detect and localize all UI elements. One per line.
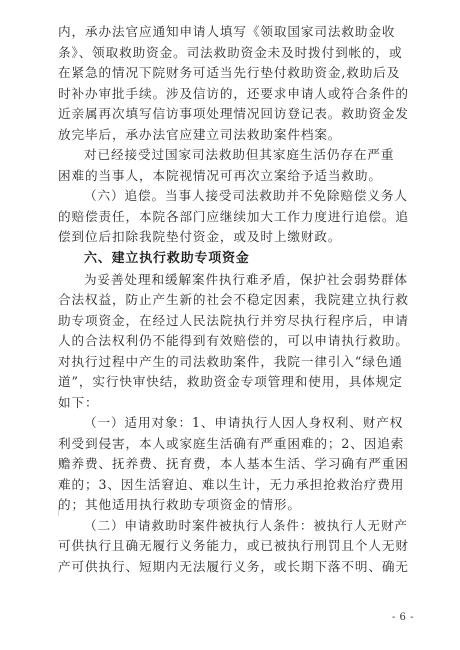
text-line: 的赔偿责任，本院各部门应继续加大工作力度进行追偿。追: [58, 208, 409, 224]
text-line: 助专项资金，在经过人民法院执行并穷尽执行程序后，申请: [58, 312, 409, 328]
text-line: 可供执行且确无履行义务能力，或已被执行刑罚且个人无财: [58, 538, 409, 553]
page-content: [58, 22, 414, 577]
paragraph-recovery: [58, 186, 414, 248]
text-line: 产可供执行、短期内无法履行义务，或长期下落不明、确无: [58, 558, 409, 574]
text-line: 时补办审批手续。涉及信访的，还要求申请人或符合条件的: [58, 85, 409, 101]
text-line: 道”，实行快审快结，救助资金专项管理和使用，具体规定: [58, 374, 403, 389]
page-number: - 6 -: [392, 612, 414, 623]
text-line: 内，承办法官应通知申请人填写《领取国家司法救助金收: [58, 24, 396, 39]
text-line: 困难的当事人，本院视情况可再次立案给予适当救助。: [58, 167, 382, 183]
text-line: 放完毕后，承办法官应建立司法救助案件档案。: [58, 126, 342, 142]
text-line: 对已经接受过国家司法救助但其家庭生活仍存在严重: [84, 147, 395, 162]
text-line: 为妥善处理和缓解案件执行难矛盾，保护社会弱势群体: [84, 271, 408, 287]
text-line: 赡养费、抚养费、抚育费，本人基本生活、学习确有严重困: [58, 456, 409, 471]
paragraph-enforcement-fund: [58, 270, 414, 414]
text-line: （一）适用对象：1、申请执行人因人身权利、财产权: [84, 415, 404, 430]
text-line: （六）追偿。当事人接受司法救助并不免除赔偿义务人: [84, 188, 408, 203]
text-line: （二）申请救助时案件被执行人条件：被执行人无财产: [84, 517, 408, 533]
text-line: 条》、领取救助资金。司法救助资金未及时拨付到帐的，或: [58, 44, 403, 60]
text-line: 对执行过程中产生的司法救助案件，我院一律引入“绿色通: [58, 353, 403, 369]
text-line: 偿到位后扣除我院垫付资金，或及时上缴财政。: [58, 229, 342, 244]
text-line: 如下：: [58, 394, 99, 410]
paragraph-repeat-aid: [58, 145, 414, 186]
text-line: 人的合法权利仍不能得到有效赔偿的，可以申请执行救助。: [58, 333, 409, 348]
text-line: 近亲属再次填写信访事项处理情况回访登记表。救助资金发: [58, 106, 409, 121]
section-heading: 六、建立执行救助专项资金: [84, 250, 250, 266]
text-line: 的；其他适用执行救助专项资金的情形。: [58, 497, 301, 512]
text-line: 合法权益，防止产生新的社会不稳定因素，我院建立执行救: [58, 292, 409, 307]
paragraph-respondent-conditions: [58, 516, 414, 578]
text-line: 在紧急的情况下院财务可适当先行垫付救助资金,救助后及: [58, 65, 401, 80]
text-line: 利受到侵害，本人或家庭生活确有严重困难的；2、因追索: [58, 435, 405, 451]
paragraph-disbursement: [58, 22, 414, 145]
margin-mark: [58, 506, 69, 516]
paragraph-applicable-targets: [58, 413, 414, 516]
text-line: 难的；3、因生活窘迫、难以生计，无力承担抢救治疗费用: [58, 476, 405, 492]
